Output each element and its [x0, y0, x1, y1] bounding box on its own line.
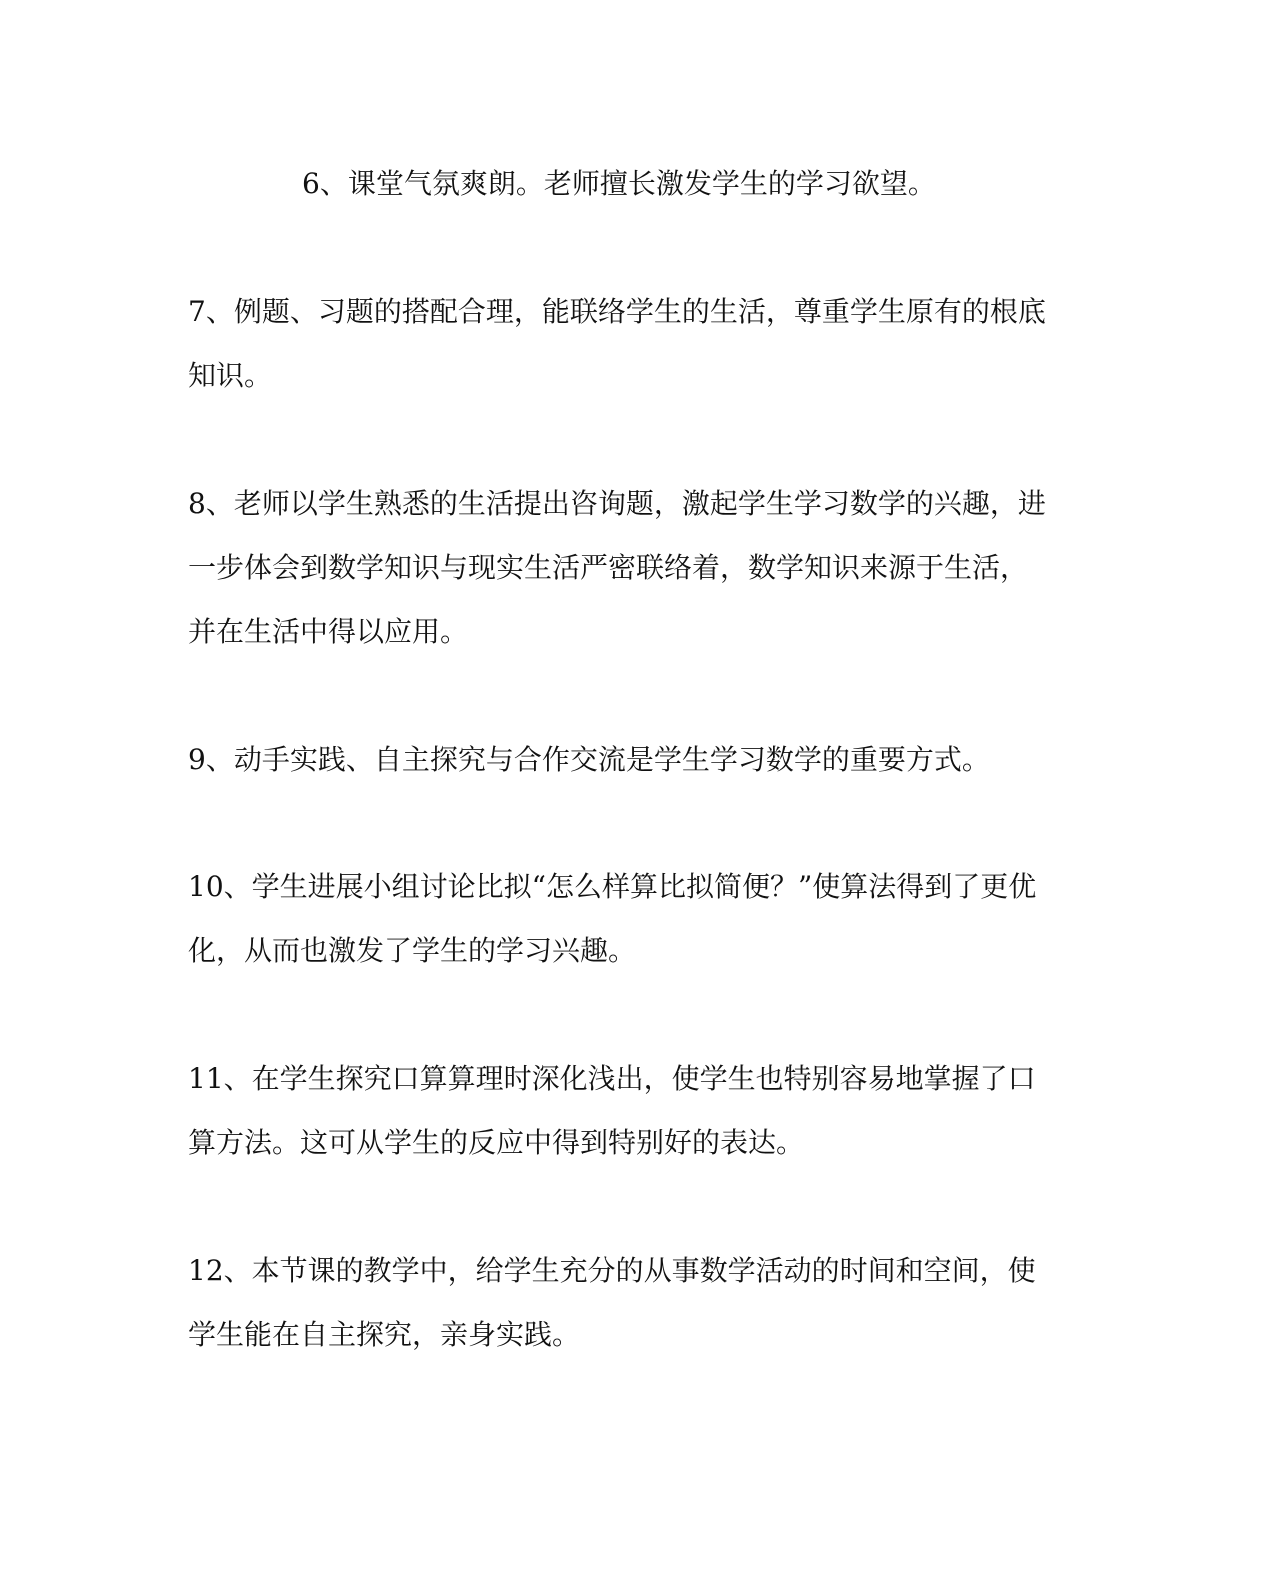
item-7-line-2: 知识。: [188, 359, 273, 392]
item-11-line-1: 11、在学生探究口算算理时深化浅出，使学生也特别容易地掌握了口: [188, 1062, 1036, 1095]
item-10-line-2: 化，从而也激发了学生的学习兴趣。: [188, 934, 637, 967]
item-8-line-2: 一步体会到数学知识与现实生活严密联络着，数学知识来源于生活，: [188, 551, 1029, 584]
item-9-line-1: 9、动手实践、自主探究与合作交流是学生学习数学的重要方式。: [188, 743, 990, 776]
item-8-line-1: 8、老师以学生熟悉的生活提出咨询题，激起学生学习数学的兴趣，进: [188, 487, 1046, 520]
item-12-line-2: 学生能在自主探究，亲身实践。: [188, 1318, 581, 1351]
item-12-line-1: 12、本节课的教学中，给学生充分的从事数学活动的时间和空间，使: [188, 1254, 1036, 1287]
item-10-line-1: 10、学生进展小组讨论比拟“怎么样算比拟简便？”使算法得到了更优: [188, 870, 1037, 903]
item-6-line-1: 6、课堂气氛爽朗。老师擅长激发学生的学习欲望。: [302, 167, 936, 200]
item-8-line-3: 并在生活中得以应用。: [188, 615, 469, 648]
item-7-line-1: 7、例题、习题的搭配合理，能联络学生的生活，尊重学生原有的根底: [188, 295, 1046, 328]
item-11-line-2: 算方法。这可从学生的反应中得到特别好的表达。: [188, 1126, 805, 1159]
